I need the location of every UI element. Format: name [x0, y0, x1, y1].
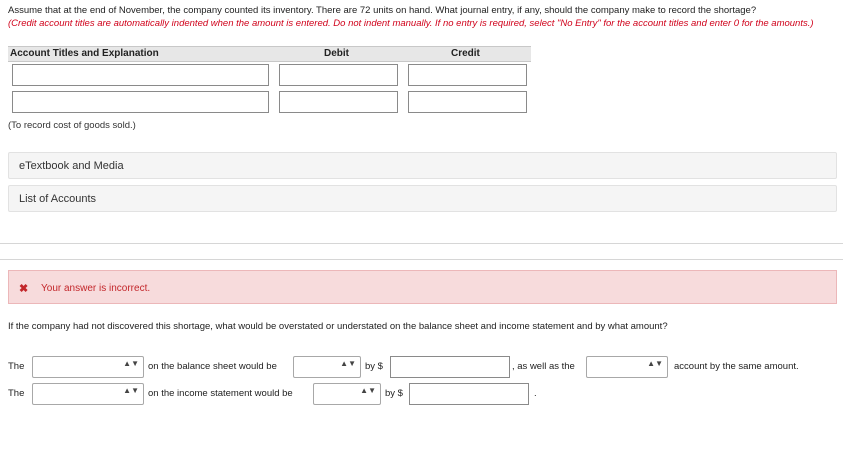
- select-arrow-icon: ▲▼: [123, 386, 139, 395]
- etextbook-media-label: eTextbook and Media: [19, 160, 124, 172]
- item-select[interactable]: [32, 356, 144, 378]
- by-dollar-label: by $: [365, 361, 383, 372]
- select-arrow-icon: ▲▼: [340, 359, 356, 368]
- entry-explanation: (To record cost of goods sold.): [8, 120, 136, 131]
- amount-input[interactable]: [409, 383, 529, 405]
- credit-input[interactable]: [408, 91, 527, 113]
- divider: [0, 259, 843, 260]
- answer-row-balance-sheet: [0, 356, 843, 378]
- question-instruction: (Credit account titles are automatically indented when the amount is entered. Do not indent manually. If no entry is required, select "No Entry" for the account titles and enter 0 for the amounts.): [8, 18, 814, 29]
- etextbook-media-panel[interactable]: [8, 152, 837, 179]
- journal-entry-row: [8, 91, 531, 113]
- x-mark-icon: ✖: [19, 283, 29, 295]
- select-arrow-icon: ▲▼: [123, 359, 139, 368]
- question-body: Assume that at the end of November, the company counted its inventory. There are 72 units on hand. What journal entry, if any, should the company make to record the shortage?: [8, 5, 757, 16]
- row-prefix: The: [8, 361, 25, 372]
- journal-entry-header: [8, 46, 531, 62]
- balance-sheet-label: on the balance sheet would be: [148, 361, 277, 372]
- list-of-accounts-label: List of Accounts: [19, 193, 97, 205]
- header-account-titles: Account Titles and Explanation: [10, 48, 159, 59]
- credit-input[interactable]: [408, 64, 527, 86]
- answer-row-income-statement: [0, 383, 843, 405]
- as-well-as-label: , as well as the: [512, 361, 575, 372]
- period-label: .: [534, 388, 537, 399]
- header-debit: Debit: [324, 48, 349, 59]
- amount-input[interactable]: [390, 356, 510, 378]
- journal-entry-row: [8, 64, 531, 86]
- question-2-text: If the company had not discovered this shortage, what would be overstated or understated on the balance sheet and income statement and by what amount?: [8, 321, 668, 332]
- over-under-select[interactable]: [313, 383, 381, 405]
- list-of-accounts-panel[interactable]: [8, 185, 837, 212]
- feedback-banner: [8, 270, 837, 304]
- row-prefix: The: [8, 388, 25, 399]
- debit-input[interactable]: [279, 64, 398, 86]
- same-amount-label: account by the same amount.: [674, 361, 799, 372]
- account-title-input[interactable]: [12, 91, 269, 113]
- income-statement-label: on the income statement would be: [148, 388, 293, 399]
- question-text: [8, 4, 838, 30]
- by-dollar-label: by $: [385, 388, 403, 399]
- feedback-message: Your answer is incorrect.: [41, 283, 151, 294]
- header-credit: Credit: [451, 48, 480, 59]
- over-under-select[interactable]: [293, 356, 361, 378]
- debit-input[interactable]: [279, 91, 398, 113]
- item-select[interactable]: [32, 383, 144, 405]
- divider: [0, 243, 843, 244]
- account-title-input[interactable]: [12, 64, 269, 86]
- select-arrow-icon: ▲▼: [360, 386, 376, 395]
- select-arrow-icon: ▲▼: [647, 359, 663, 368]
- account-select[interactable]: [586, 356, 668, 378]
